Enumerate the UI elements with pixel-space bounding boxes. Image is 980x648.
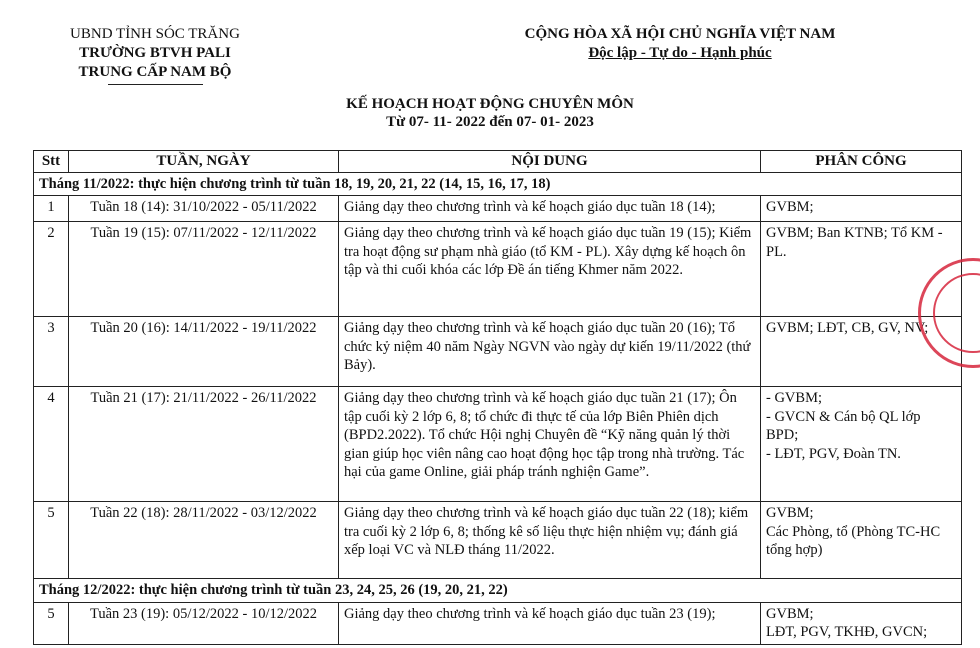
document-subtitle: Từ 07- 11- 2022 đến 07- 01- 2023 [386, 114, 594, 130]
assign-line: - GVBM; [766, 390, 822, 406]
school-name: TRƯỜNG BTVH PALI [79, 45, 231, 61]
row-content: Giảng dạy theo chương trình và kế hoạch giáo dục tuần 23 (19); [339, 602, 761, 644]
header-left [40, 25, 270, 85]
row-week: Tuần 19 (15): 07/11/2022 - 12/11/2022 [69, 222, 339, 317]
month-row [34, 579, 962, 603]
row-content: Giảng dạy theo chương trình và kế hoạch giáo dục tuần 21 (17); Ôn tập cuối kỳ 2 lớp 6, 8; tổ chức đi thực tế của lớp Biên Phiên dịch (BPD2.2022). Tổ chức Hội nghị Chuyên đề “Kỹ năng quản lý thời gian giúp học viên nâng cao hoạt động học tập trong nhà trường. Tác hại của game Online, giải pháp tránh nghiện Game”. [339, 387, 761, 502]
month-label: Tháng 11/2022: thực hiện chương trình từ tuần 18, 19, 20, 21, 22 (14, 15, 16, 17, 18) [34, 172, 962, 196]
plan-table [33, 150, 962, 645]
row-stt: 4 [34, 387, 69, 502]
row-stt: 5 [34, 602, 69, 644]
row-week: Tuần 20 (16): 14/11/2022 - 19/11/2022 [69, 317, 339, 387]
row-assign [761, 602, 962, 644]
row-week: Tuần 21 (17): 21/11/2022 - 26/11/2022 [69, 387, 339, 502]
row-stt: 5 [34, 502, 69, 579]
header-left-underline [108, 84, 203, 85]
header-week: TUẦN, NGÀY [69, 151, 339, 173]
row-assign: GVBM; Ban KTNB; Tổ KM - PL. [761, 222, 962, 317]
row-content: Giảng dạy theo chương trình và kế hoạch giáo dục tuần 18 (14); [339, 196, 761, 222]
row-stt: 2 [34, 222, 69, 317]
province-name: UBND TỈNH SÓC TRĂNG [70, 26, 240, 42]
table-header-row [34, 151, 962, 173]
assign-line: LĐT, PGV, TKHĐ, GVCN; [766, 624, 928, 640]
table-row [34, 196, 962, 222]
row-content: Giảng dạy theo chương trình và kế hoạch giáo dục tuần 20 (16); Tổ chức kỷ niệm 40 năm Ngày NGVN vào ngày dự kiến 19/11/2022 (thứ Bảy). [339, 317, 761, 387]
row-assign: GVBM; LĐT, CB, GV, NV; [761, 317, 962, 387]
row-content: Giảng dạy theo chương trình và kế hoạch giáo dục tuần 22 (18); kiểm tra cuối kỳ 2 lớp 6, 8; thống kê số liệu thực hiện nhiệm vụ; đánh giá xếp loại VC và NLĐ tháng 11/2022. [339, 502, 761, 579]
row-assign [761, 387, 962, 502]
document-title: KẾ HOẠCH HOẠT ĐỘNG CHUYÊN MÔN [346, 96, 634, 112]
row-content: Giảng dạy theo chương trình và kế hoạch giáo dục tuần 19 (15); Kiểm tra hoạt động sư phạm nhà giáo (tổ KM - PL). Xây dựng kế hoạch ôn tập và thi cuối khóa các lớp Đề án tiếng Khmer năm 2022. [339, 222, 761, 317]
assign-line: - GVCN & Cán bộ QL lớp BPD; [766, 408, 921, 443]
header-assign: PHÂN CÔNG [761, 151, 962, 173]
assign-line: GVBM; [766, 605, 814, 622]
row-assign [761, 502, 962, 579]
assign-line: Các Phòng, tổ (Phòng TC-HC tổng hợp) [766, 523, 941, 558]
row-week: Tuần 22 (18): 28/11/2022 - 03/12/2022 [69, 502, 339, 579]
header-right [480, 25, 880, 63]
assign-line: - LĐT, PGV, Đoàn TN. [766, 445, 901, 462]
document-title-block [0, 95, 980, 131]
national-motto: Độc lập - Tự do - Hạnh phúc [588, 45, 772, 61]
table-row [34, 387, 962, 502]
country-name: CỘNG HÒA XÃ HỘI CHỦ NGHĨA VIỆT NAM [524, 26, 836, 42]
month-row [34, 172, 962, 196]
table-row [34, 222, 962, 317]
row-stt: 3 [34, 317, 69, 387]
month-label: Tháng 12/2022: thực hiện chương trình từ tuần 23, 24, 25, 26 (19, 20, 21, 22) [34, 579, 962, 603]
assign-line: GVBM; [766, 505, 814, 521]
table-row [34, 602, 962, 644]
row-stt: 1 [34, 196, 69, 222]
header-content: NỘI DUNG [339, 151, 761, 173]
table-row [34, 317, 962, 387]
row-assign: GVBM; [761, 196, 962, 222]
header-stt: Stt [34, 151, 69, 173]
school-name-line2: TRUNG CẤP NAM BỘ [78, 64, 232, 80]
table-row [34, 502, 962, 579]
row-week: Tuần 18 (14): 31/10/2022 - 05/11/2022 [69, 196, 339, 222]
row-week: Tuần 23 (19): 05/12/2022 - 10/12/2022 [69, 602, 339, 644]
